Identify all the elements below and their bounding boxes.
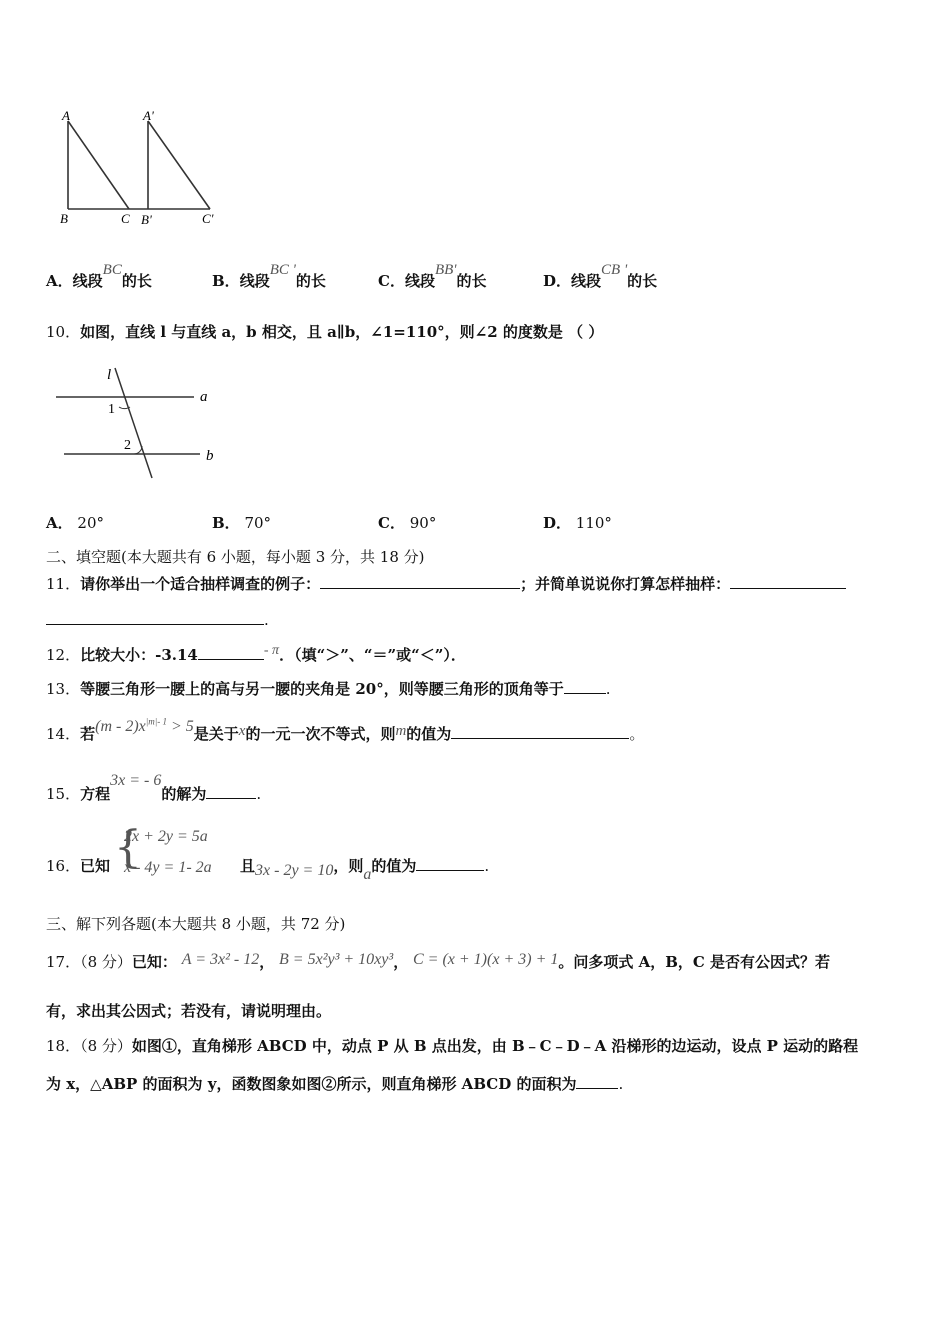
q14-text-d: 的值为 [406,725,452,743]
q9-option-d[interactable] [543,262,658,291]
q15 [46,772,262,804]
q14 [46,716,645,744]
q16-brace: { [114,822,142,873]
label-B: B [60,211,68,226]
q10-option-d[interactable] [543,512,612,533]
option-math: BC [102,262,122,278]
q16-eq2: x - 4y = 1- 2a [124,859,212,876]
q14-text-c: 的一元一次不等式，则 [245,725,396,743]
label-B-prime: B' [141,212,152,227]
option-pre: 线段 [404,272,435,290]
q12-text-b: ．（填“＞”、“＝”或“＜”）． [279,646,466,664]
label-A: A [62,108,70,123]
q18 [46,1035,858,1056]
q14-blank[interactable] [451,724,629,739]
option-letter: B． [212,272,240,290]
q11-blank-2-cont[interactable] [46,610,264,625]
option-value: 70° [244,514,272,532]
q11 [46,573,846,594]
label-b: b [206,448,214,464]
q15-text-a: 方程 [80,785,111,803]
q18-blank[interactable] [576,1074,618,1089]
q16-var: a [363,866,372,883]
q11-continuation [46,610,269,629]
option-math: BB' [434,262,457,278]
q12 [46,644,466,665]
label-1: 1 [108,402,115,417]
label-l: l [107,367,112,383]
q10-option-b[interactable] [212,512,271,533]
q13-text: 等腰三角形一腰上的高与另一腰的夹角是 20°，则等腰三角形的顶角等于 [80,680,564,698]
q11-blank-2[interactable] [730,574,846,589]
q16-text-b: 且 [240,857,256,875]
option-math: BC ' [269,262,296,278]
q17: 17．（8 分）已知： A = 3x² - 12， B = 5x²y³ + 10xy³， C = (x + 1)(x + 3) + 1。问多项式 A，B，C 是否有公因式？若 [46,951,831,971]
q18-number: 18． [46,1037,81,1055]
q15-math: 3x = - 6 [110,772,162,789]
q14-text-b: 是关于 [193,725,239,743]
q11-text-b: ；并简单说说你打算怎样抽样： [520,575,731,593]
option-math: CB ' [601,262,628,278]
q13-end: . [605,680,611,698]
label-2: 2 [124,438,131,453]
q16-number: 16． [46,857,81,875]
q16-end: . [484,857,490,875]
option-letter: C． [378,514,405,532]
option-post: 的长 [456,272,487,290]
label-C: C [121,211,130,226]
option-value: 90° [409,514,437,532]
q14-text-a: 若 [80,725,96,743]
q16-eq1: 2x + 2y = 5a [124,828,208,845]
q17-text-b: 。问多项式 A，B，C 是否有公因式？若 [558,953,831,971]
q10-stem [46,321,603,342]
q15-number: 15． [46,785,81,803]
q14-end: 。 [629,725,645,743]
q18-line-2-wrap [46,1073,623,1094]
q18-line-2: 为 x，△ABP 的面积为 y，函数图象如图②所示，则直角梯形 ABCD 的面积为 [46,1075,577,1093]
q11-number: 11． [46,575,81,593]
q12-value: -3.14 [155,646,198,664]
q18-end: . [618,1075,624,1093]
option-letter: B． [212,514,240,532]
q10-option-c[interactable] [378,512,436,533]
q12-math: - π [263,643,280,658]
section-2-heading: 二、填空题(本大题共有 6 小题，每小题 3 分，共 18 分) [46,548,425,566]
option-value: 20° [77,514,105,532]
option-post: 的长 [121,272,152,290]
label-C-prime: C' [202,211,214,226]
option-pre: 线段 [239,272,270,290]
q9-option-b[interactable] [212,262,326,291]
q14-math-base: (m - 2)x [95,718,146,735]
q12-blank[interactable] [198,645,264,660]
q14-math-exponent: |m|- 1 [145,716,167,727]
option-post: 的长 [295,272,326,290]
q17-poly-a: A = 3x² - 12 [181,951,260,968]
option-pre: 线段 [571,272,602,290]
label-A-prime: A' [143,108,154,123]
q13-number: 13． [46,680,81,698]
q12-number: 12． [46,646,81,664]
q14-number: 14． [46,725,81,743]
option-value: 110° [575,514,612,532]
label-a: a [200,389,208,405]
q16-text-a: 已知 [80,857,111,875]
parallel-lines-figure [52,362,222,482]
q16-blank[interactable] [416,856,484,871]
q15-text-b: 的解为 [161,785,207,803]
q17-number: 17． [46,953,81,971]
q16-text-d: 的值为 [371,857,417,875]
q17-score: （8 分） [80,953,132,971]
option-letter: A． [46,514,73,532]
q13 [46,678,610,699]
q17-line-2: 有，求出其公因式；若没有，请说明理由。 [46,1002,332,1020]
q17-poly-b: B = 5x²y³ + 10xy³ [279,951,394,968]
option-letter: D． [543,272,572,290]
q14-x: x [238,723,246,739]
q10-option-a[interactable] [46,512,104,533]
q14-math-rhs: > 5 [166,718,194,735]
option-letter: D． [543,514,572,532]
q12-text-a: 比较大小： [80,646,156,664]
q16-rest [240,855,490,883]
q11-blank-1[interactable] [320,574,520,589]
option-letter: C． [378,272,405,290]
q17-text-a: 已知： [131,953,177,971]
q18-line-1: 如图①，直角梯形 ABCD 中，动点 P 从 B 点出发，由 B﹣C﹣D﹣A 沿梯形的边运动，设点 P 运动的路程 [131,1037,859,1055]
q18-score: （8 分） [80,1037,132,1055]
option-pre: 线段 [72,272,103,290]
q14-m: m [395,723,407,739]
q11-text-a: 请你举出一个适合抽样调查的例子： [80,575,321,593]
option-letter: A． [46,272,73,290]
triangles-figure [55,105,235,230]
q10-text: 如图，直线 l 与直线 a，b 相交，且 a∥b，∠1=110°，则∠2 的度数是 （ ） [80,323,604,341]
q10-number: 10． [46,323,81,341]
q14-math [95,718,194,735]
q11-end: . [264,611,269,629]
q15-end: . [256,785,262,803]
option-post: 的长 [627,272,658,290]
section-3-heading: 三、解下列各题(本大题共 8 小题，共 72 分) [46,915,346,933]
q17-poly-c: C = (x + 1)(x + 3) + 1 [412,951,559,968]
q9-option-c[interactable] [378,262,487,291]
q15-blank[interactable] [206,784,256,799]
q13-blank[interactable] [564,679,606,694]
q16-text-c: ，则 [333,857,364,875]
q9-option-a[interactable] [46,262,152,291]
q16-eq3: 3x - 2y = 10 [255,862,334,879]
